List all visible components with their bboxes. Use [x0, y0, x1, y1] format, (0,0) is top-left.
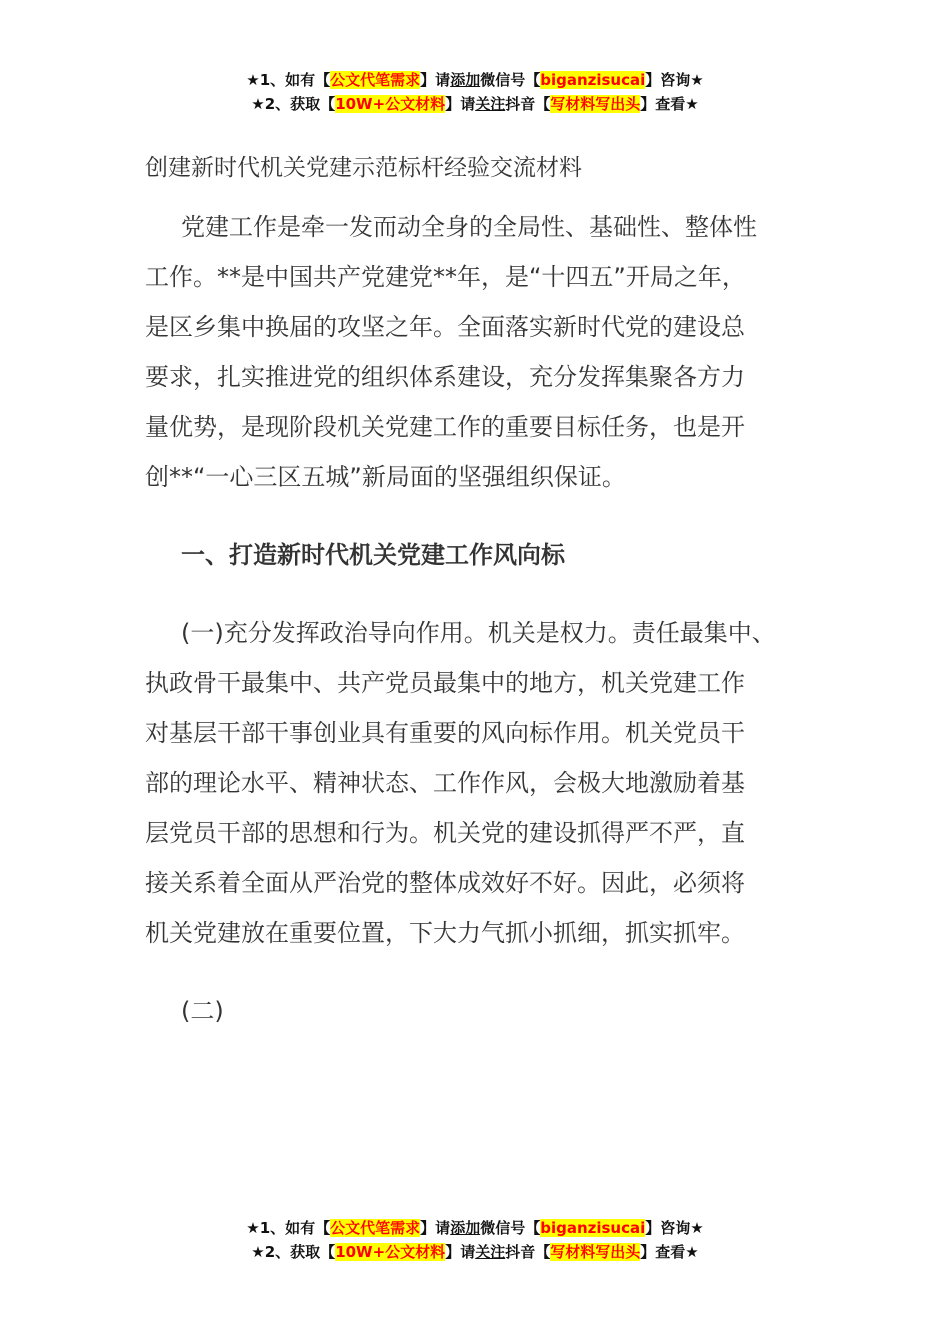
promo-text: 】查看★	[640, 95, 699, 113]
paragraph-line: (二)	[181, 997, 224, 1025]
promo-line-1	[0, 1216, 950, 1240]
paragraph-line: 党建工作是牵一发而动全身的全局性、基础性、整体性	[181, 213, 757, 241]
paragraph-line: 层党员干部的思想和行为。机关党的建设抓得严不严，直	[145, 819, 745, 847]
promo-text: 】咨询★	[645, 71, 704, 89]
document-body	[145, 148, 810, 1064]
promo-highlight: 10W+公文材料	[335, 1243, 446, 1261]
promo-wechat-id: biganzisucai	[540, 1219, 646, 1237]
promo-underline: 关注	[475, 1243, 506, 1261]
promo-highlight: 公文代笔需求	[330, 1219, 421, 1237]
promo-douyin-id: 写材料写出头	[550, 95, 641, 113]
paragraph-line: 执政骨干最集中、共产党员最集中的地方，机关党建工作	[145, 669, 745, 697]
paragraph-line: (一)充分发挥政治导向作用。机关是权力。责任最集中、	[181, 619, 776, 647]
promo-underline: 关注	[475, 95, 506, 113]
promo-text: ★1、如有【	[246, 1219, 331, 1237]
promo-text: 】请	[420, 71, 451, 89]
promo-text: 】咨询★	[645, 1219, 704, 1237]
paragraph-line: 要求，扎实推进党的组织体系建设，充分发挥集聚各方力	[145, 363, 745, 391]
promo-text: 】请	[445, 1243, 476, 1261]
paragraph-line: 接关系着全面从严治党的整体成效好不好。因此，必须将	[145, 869, 745, 897]
promo-underline: 添加	[450, 1219, 481, 1237]
promo-text: 抖音【	[505, 95, 551, 113]
promo-text: ★2、获取【	[251, 95, 336, 113]
paragraph-line: 对基层干部干事创业具有重要的风向标作用。机关党员干	[145, 719, 745, 747]
promo-text: 】请	[420, 1219, 451, 1237]
promo-highlight: 公文代笔需求	[330, 71, 421, 89]
promo-text: 微信号【	[480, 71, 541, 89]
promo-text: ★2、获取【	[251, 1243, 336, 1261]
promo-text: ★1、如有【	[246, 71, 331, 89]
paragraph-line: 量优势，是现阶段机关党建工作的重要目标任务，也是开	[145, 413, 745, 441]
intro-paragraph	[145, 202, 810, 502]
promo-text: 】请	[445, 95, 476, 113]
paragraph-line: 是区乡集中换届的攻坚之年。全面落实新时代党的建设总	[145, 313, 745, 341]
promo-line-2	[0, 92, 950, 116]
section-heading: 一、打造新时代机关党建工作风向标	[181, 541, 565, 569]
promo-line-2	[0, 1240, 950, 1264]
promo-line-1	[0, 68, 950, 92]
paragraph-line: 工作。**是中国共产党建党**年，是“十四五”开局之年，	[145, 263, 746, 291]
promo-douyin-id: 写材料写出头	[550, 1243, 641, 1261]
promo-wechat-id: biganzisucai	[540, 71, 646, 89]
promo-text: 】查看★	[640, 1243, 699, 1261]
promo-highlight: 10W+公文材料	[335, 95, 446, 113]
paragraph-line: 机关党建放在重要位置，下大力气抓小抓细，抓实抓牢。	[145, 919, 745, 947]
section-paragraph	[145, 608, 810, 958]
promo-underline: 添加	[450, 71, 481, 89]
top-promo-banner	[0, 68, 950, 116]
document-title: 创建新时代机关党建示范标杆经验交流材料	[145, 155, 582, 181]
bottom-promo-banner	[0, 1216, 950, 1264]
promo-text: 抖音【	[505, 1243, 551, 1261]
section-paragraph-start	[145, 986, 810, 1036]
paragraph-line: 部的理论水平、精神状态、工作作风，会极大地激励着基	[145, 769, 745, 797]
paragraph-line: 创**“一心三区五城”新局面的坚强组织保证。	[145, 463, 626, 491]
promo-text: 微信号【	[480, 1219, 541, 1237]
